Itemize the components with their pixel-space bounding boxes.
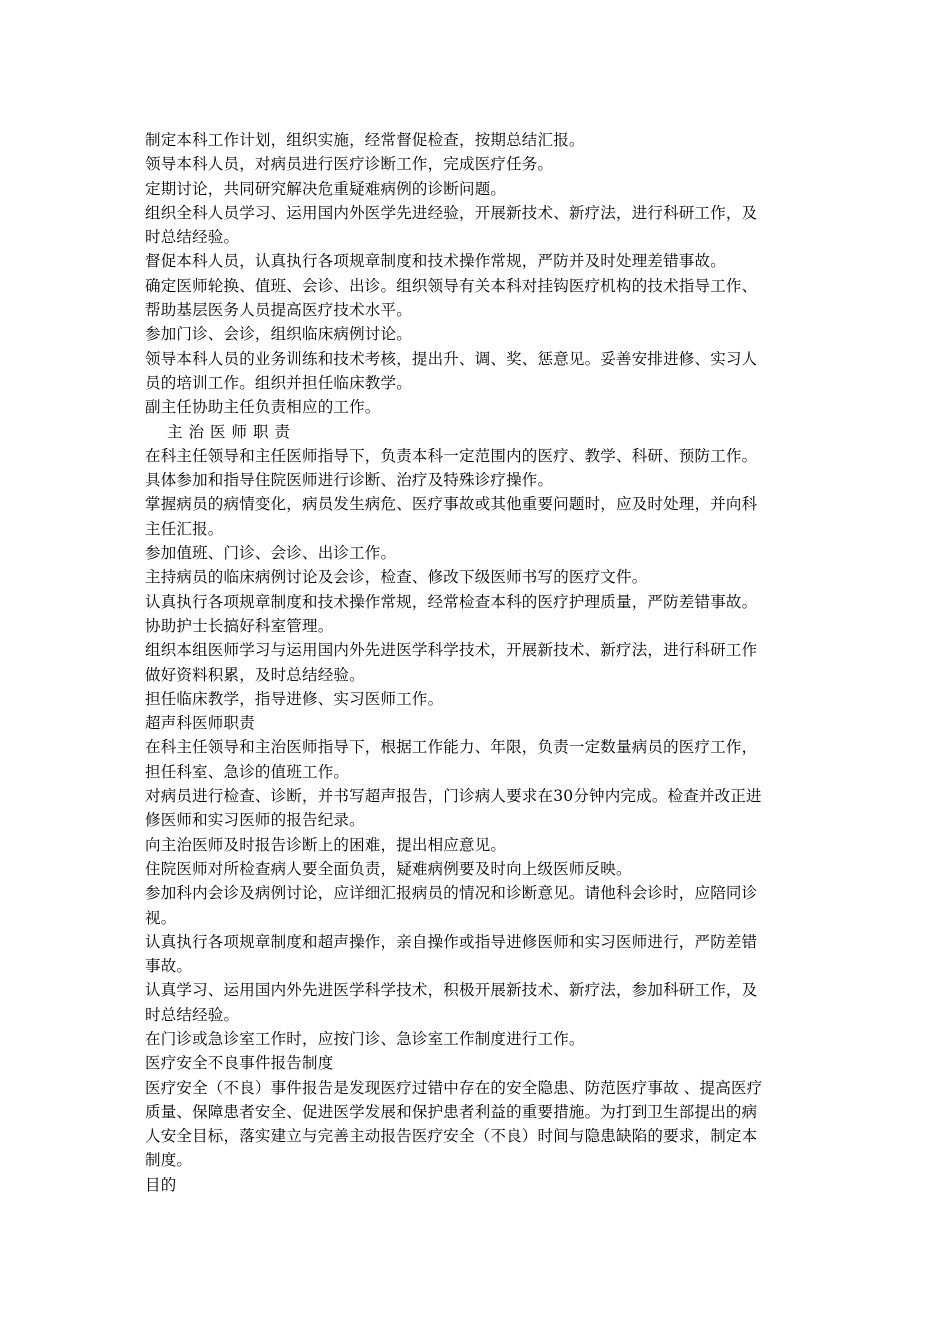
text-line: 参加值班、门诊、会诊、出诊工作。 (145, 544, 397, 563)
text-line: 副主任协助主任负责相应的工作。 (145, 398, 381, 417)
text-line: 认真执行各项规章制度和技术操作常规，经常检查本科的医疗护理质量，严防差错事故。 (145, 592, 758, 611)
text-line: 担任科室、急诊的值班工作。 (145, 762, 350, 781)
text-line: 组织全科人员学习、运用国内外医学先进经验，开展新技术、新疗法，进行科研工作，及 (145, 203, 758, 222)
text-line: 员的培训工作。组织并担任临床教学。 (145, 373, 412, 392)
text-line: 担任临床教学，指导进修、实习医师工作。 (145, 689, 444, 708)
section-heading: 主治医师职责 (167, 422, 297, 441)
section-heading: 目的 (145, 1175, 177, 1194)
text-line: 事故。 (145, 957, 193, 976)
text-line: 认真执行各项规章制度和超声操作，亲自操作或指导进修医师和实习医师进行，严防差错 (145, 932, 758, 951)
text-line: 时总结经验。 (145, 228, 240, 247)
section-heading: 超声科医师职责 (145, 714, 255, 733)
text-line: 领导本科人员，对病员进行医疗诊断工作，完成医疗任务。 (145, 155, 554, 174)
text-line: 做好资料积累，及时总结经验。 (145, 665, 365, 684)
text-line: 具体参加和指导住院医师进行诊断、治疗及特殊诊疗操作。 (145, 471, 554, 490)
text-line: 确定医师轮换、值班、会诊、出诊。组织领导有关本科对挂钩医疗机构的技术指导工作、 (145, 276, 758, 295)
text-line: 定期讨论，共同研究解决危重疑难病例的诊断问题。 (145, 179, 507, 198)
text-line: 质量、保障患者安全、促进医学发展和保护患者利益的重要措施。为打到卫生部提出的病 (145, 1102, 758, 1121)
text-line: 参加门诊、会诊，组织临床病例讨论。 (145, 325, 412, 344)
text-line: 向主治医师及时报告诊断上的困难，提出相应意见。 (145, 835, 507, 854)
text-line: 对病员进行检查、诊断，并书写超声报告，门诊病人要求在30分钟内完成。检查并改正进 (145, 787, 762, 806)
text-line: 主持病员的临床病例讨论及会诊，检查、修改下级医师书写的医疗文件。 (145, 568, 648, 587)
text-line: 时总结经验。 (145, 1005, 240, 1024)
document-page (145, 128, 810, 1197)
text-line: 协助护士长搞好科室管理。 (145, 616, 334, 635)
text-line: 修医师和实习医师的报告纪录。 (145, 811, 365, 830)
text-line: 视。 (145, 908, 177, 927)
text-line: 人安全目标，落实建立与完善主动报告医疗安全（不良）时间与隐患缺陷的要求，制定本 (145, 1127, 758, 1146)
text-line: 主任汇报。 (145, 519, 224, 538)
section-heading: 医疗安全不良事件报告制度 (145, 1054, 334, 1073)
text-line: 掌握病员的病情变化，病员发生病危、医疗事故或其他重要问题时，应及时处理，并向科 (145, 495, 758, 514)
text-line: 在科主任领导和主任医师指导下，负责本科一定范围内的医疗、教学、科研、预防工作。 (145, 446, 758, 465)
text-line: 帮助基层医务人员提高医疗技术水平。 (145, 301, 412, 320)
text-line: 组织本组医师学习与运用国内外先进医学科学技术，开展新技术、新疗法，进行科研工作 (145, 641, 758, 660)
text-line: 住院医师对所检查病人要全面负责，疑难病例要及时向上级医师反映。 (145, 859, 632, 878)
text-line: 在科主任领导和主治医师指导下，根据工作能力、年限，负责一定数量病员的医疗工作， (145, 738, 758, 757)
text-line: 医疗安全（不良）事件报告是发现医疗过错中存在的安全隐患、防范医疗事故 、提高医疗 (145, 1078, 763, 1097)
text-line: 参加科内会诊及病例讨论，应详细汇报病员的情况和诊断意见。请他科会诊时，应陪同诊 (145, 884, 758, 903)
text-line: 在门诊或急诊室工作时，应按门诊、急诊室工作制度进行工作。 (145, 1029, 585, 1048)
text-line: 领导本科人员的业务训练和技术考核，提出升、调、奖、惩意见。妥善安排进修、实习人 (145, 349, 758, 368)
text-line: 督促本科人员，认真执行各项规章制度和技术操作常规，严防并及时处理差错事故。 (145, 252, 726, 271)
text-line: 制度。 (145, 1151, 193, 1170)
text-line: 制定本科工作计划，组织实施，经常督促检查，按期总结汇报。 (145, 131, 585, 149)
text-line: 认真学习、运用国内外先进医学科学技术，积极开展新技术、新疗法，参加科研工作，及 (145, 981, 758, 1000)
